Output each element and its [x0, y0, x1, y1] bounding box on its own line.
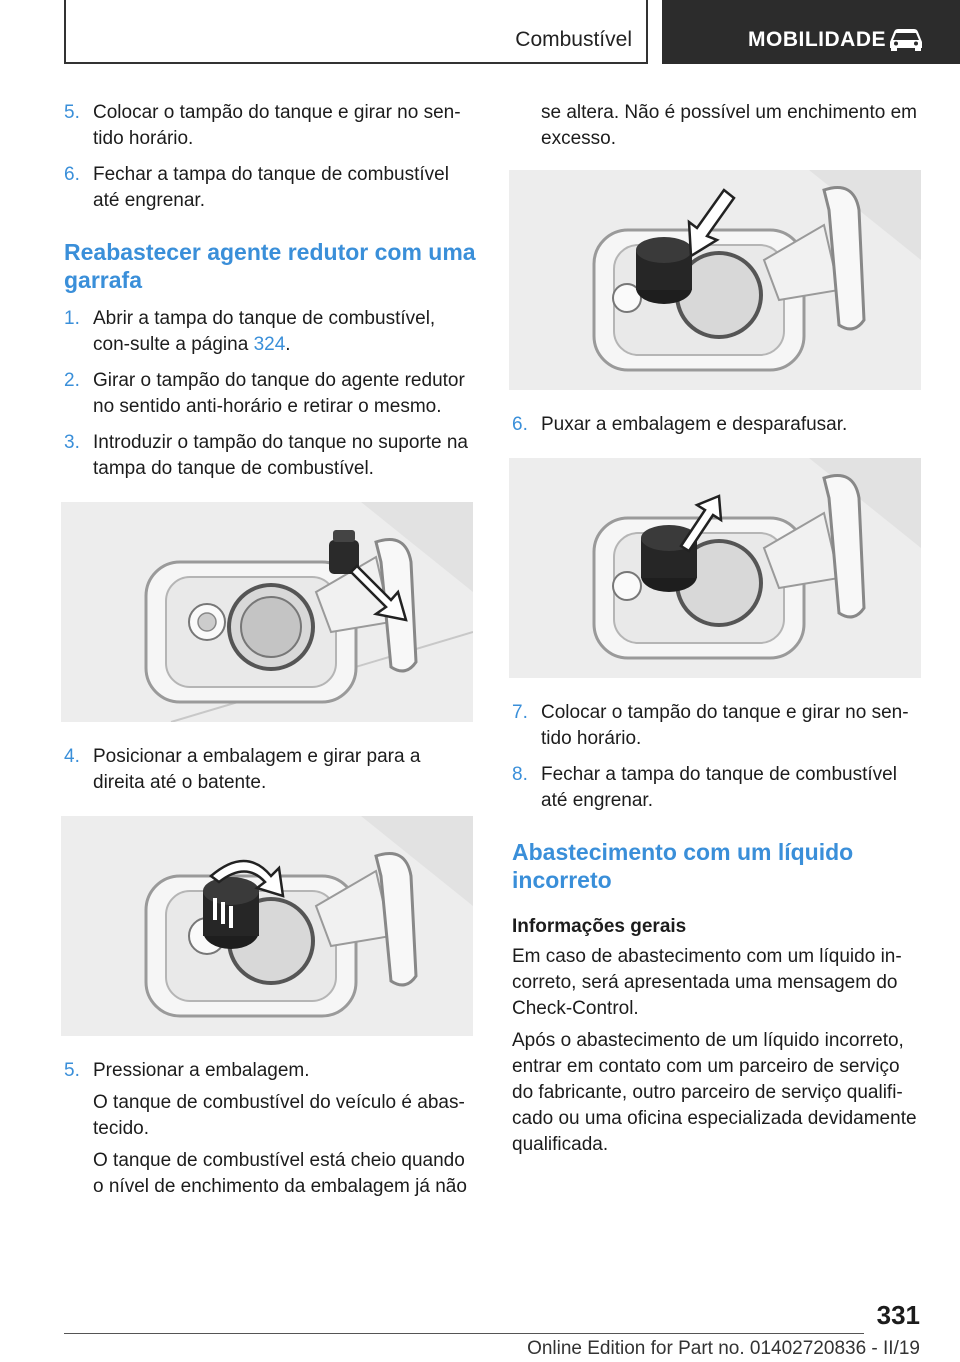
- car-icon: [886, 26, 926, 52]
- right-column: [512, 100, 924, 1164]
- refill-bottle-illustration: [61, 816, 473, 1036]
- step-item: [64, 306, 476, 358]
- edition-footer: Online Edition for Part no. 01402720836 - II/19: [527, 1338, 920, 1359]
- subsection-heading: Informações gerais: [512, 916, 687, 937]
- body-paragraph: Após o abastecimento de um líquido incorreto, entrar em contato com um parceiro de serviço do fabricante, outro parceiro de serviço qualifi-cado ou uma oficina especializada devidamente qualificada.: [512, 1030, 917, 1155]
- step-text: Posicionar a embalagem e girar para a direita até o batente.: [93, 746, 421, 793]
- step-text: se altera. Não é possível um enchimento em excesso.: [541, 102, 917, 149]
- step-text: Introduzir o tampão do tanque no suporte na tampa do tanque de combustível.: [93, 432, 468, 479]
- step-text: Colocar o tampão do tanque e girar no sen-tido horário.: [93, 102, 461, 149]
- section-heading: Abastecimento com um líquido incorreto: [512, 839, 854, 893]
- step-text-end: .: [285, 334, 291, 355]
- chapter-title: MOBILIDADE: [748, 28, 886, 51]
- body-paragraph: Em caso de abastecimento com um líquido in-correto, será apresentada uma mensagem do Check-Control.: [512, 946, 902, 1019]
- step-text: Fechar a tampa do tanque de combustível até engrenar.: [541, 764, 897, 811]
- step-number: 7.: [512, 702, 528, 723]
- chapter-tab: [662, 0, 960, 64]
- step-item: [64, 368, 476, 420]
- step-number: 8.: [512, 764, 528, 785]
- step-text: Pressionar a embalagem.: [93, 1060, 310, 1081]
- fuel-flap-illustration: [61, 502, 473, 722]
- footer-divider: [64, 1333, 864, 1334]
- step-text: Colocar o tampão do tanque e girar no sen-tido horário.: [541, 702, 909, 749]
- step-item: [512, 412, 924, 438]
- step-continuation: [512, 100, 924, 152]
- page-header: [0, 0, 960, 66]
- step-number: 6.: [512, 414, 528, 435]
- section-tab: [64, 0, 648, 64]
- step-number: 3.: [64, 432, 80, 453]
- step-text: Girar o tampão do tanque do agente redutor no sentido anti-horário e retirar o mesmo.: [93, 370, 465, 417]
- remove-bottle-illustration: [509, 458, 921, 678]
- step-item: [64, 744, 476, 796]
- step-paragraph: O tanque de combustível do veículo é abas-tecido.: [93, 1092, 465, 1139]
- step-text: Puxar a embalagem e desparafusar.: [541, 414, 848, 435]
- page-number: 331: [876, 1300, 920, 1330]
- step-item: [64, 162, 476, 214]
- step-item: [64, 1058, 476, 1200]
- step-text: Fechar a tampa do tanque de combustível até engrenar.: [93, 164, 449, 211]
- page-reference-link[interactable]: 324: [253, 334, 286, 355]
- press-bottle-illustration: [509, 170, 921, 390]
- step-number: 2.: [64, 370, 80, 391]
- step-text: Abrir a tampa do tanque de combustível, con-sulte a página: [93, 308, 436, 355]
- step-item: [512, 700, 924, 752]
- left-column: [64, 100, 476, 1210]
- section-heading: Reabastecer agente redutor com uma garrafa: [64, 239, 476, 293]
- step-item: [512, 762, 924, 814]
- section-title: Combustível: [515, 28, 632, 51]
- step-item: [64, 100, 476, 152]
- step-number: 5.: [64, 102, 80, 123]
- step-paragraph: O tanque de combustível está cheio quando o nível de enchimento da embalagem já não: [93, 1150, 467, 1197]
- step-number: 5.: [64, 1060, 80, 1081]
- step-item: [64, 430, 476, 482]
- step-number: 4.: [64, 746, 80, 767]
- step-number: 1.: [64, 308, 80, 329]
- step-number: 6.: [64, 164, 80, 185]
